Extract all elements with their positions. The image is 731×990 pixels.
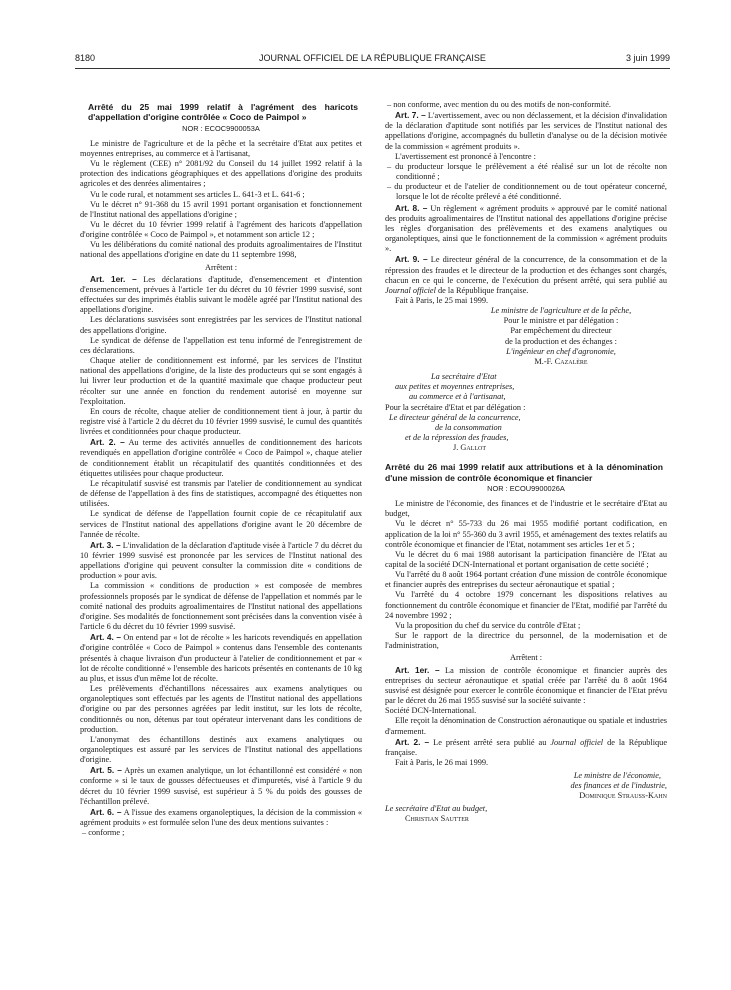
decree1-signature-1 (455, 306, 667, 367)
art8-label: Art. 8. – (395, 202, 428, 213)
d2-art2-label: Art. 2. – (395, 736, 430, 747)
d2-art1-label: Art. 1er. – (395, 664, 440, 675)
decree1-title: Arrêté du 25 mai 1999 relatif à l'agrément des haricots d'appellation d'origine contrôlée « Coco de Paimpol » (88, 102, 358, 123)
decree1-article-7 (385, 110, 667, 152)
art2-label: Art. 2. – (90, 437, 125, 448)
art6-text: A l'issue des examens organoleptiques, la décision de la commission « agrément produits » est formulée selon l'une des deux mentions suivantes : (80, 807, 362, 828)
art5-text: Après un examen analytique, un lot échantillonné est considéré « non conforme » si le taux de gousses défectueuses et d'impuretés, visé à l'article 9 du décret du 10 février 1999 susvisé, est supérieur à 5 % du poids des gousses de l'échantillon prélevé. (80, 766, 363, 806)
sig2-name: J. Gallot (453, 443, 487, 453)
sig1-line3: de la production et des échanges : (505, 336, 617, 346)
art9-journal: Journal officiel (385, 285, 436, 295)
art4-para-1: L'anonymat des échantillons destinés aux examens analytiques ou organoleptiques est assuré par les services de l'Institut national des appellations d'origine. (80, 734, 362, 765)
art2-para-0: Le récapitulatif susvisé est transmis par l'atelier de conditionnement au syndicat de défense de l'appellation à des fins de statistiques, accompagné des étiquettes non utilisées. (80, 478, 362, 509)
art7-text: L'avertissement, avec ou non déclassement, et la décision d'invalidation de la déclaration d'aptitude sont notifiés par les services de l'Institut national des appellations d'origine, accompagnés du bulletin d'analyse ou de la décision motivée de la commission « agrément produits ». (385, 111, 667, 151)
d2-sig2-role: Le secrétaire d'Etat au budget, (385, 803, 488, 813)
art1-para-2: Chaque atelier de conditionnement est informé, par les services de l'Institut national des appellations d'origine, de la liste des producteurs qui se sont engagés à lui livrer leur production et de la quantité maximale que chaque producteur peut récolter sur une année en fonction du rendement autorisé en moyenne sur l'exploitation. (80, 356, 362, 406)
decree1-article-3 (80, 540, 362, 582)
decree2-preamble-3: Vu l'arrêté du 8 août 1964 portant création d'une mission de contrôle économique et financier auprès des entreprises du secteur aéronautique et spatial ; (385, 570, 667, 590)
art1-label: Art. 1er. – (90, 273, 137, 284)
issue-date: 3 juin 1999 (625, 53, 670, 63)
art3-text: L'invalidation de la déclaration d'aptitude visée à l'article 7 du décret du 10 février 1999 susvisé est prononcée par les services de l'Institut national des appellations d'origine qui peuvent consulter la commission dite « conditions de production » pour avis. (80, 540, 363, 581)
decree1-signature-2 (385, 372, 667, 453)
art3-label: Art. 3. – (90, 539, 121, 550)
decree2-preamble-0: Le ministre de l'économie, des finances et de l'industrie et le secrétaire d'Etat au budget, (385, 499, 667, 519)
page-number: 8180 (75, 53, 96, 63)
decree1-article-4 (80, 632, 362, 684)
decree2-article-1 (385, 665, 667, 707)
decree2-preamble-2: Vu le décret du 6 mai 1988 autorisant la participation financière de l'Etat au capital de la société DCN-International et portant organisation de cette société ; (385, 549, 667, 569)
d2-sig2-name: Christian Sautter (405, 813, 469, 823)
d2-art2-text-b: de la République française. (385, 737, 668, 757)
art9-label: Art. 9. – (395, 254, 428, 265)
decree2-signature-2 (385, 804, 667, 824)
sig2-title-2: de la consommation (435, 422, 502, 432)
art9-text-b: de la République française. (438, 285, 529, 295)
art6-label: Art. 6. – (90, 806, 122, 817)
art8-text: Un règlement « agrément produits » approuvé par le comité national des produits agroalimentaires de l'Institut national des appellations d'origine précise les règles d'organisation des prélèvements et des examens analytiques ou organoleptiques, ainsi que le fonctionnement de la commission « agrément produits ». (385, 203, 667, 254)
art6-item-0: – conforme ; (82, 828, 125, 838)
decree1-article-6 (80, 807, 362, 828)
art1-para-0: Les déclarations susvisées sont enregistrées par les services de l'Institut national des appellations d'origine. (80, 315, 362, 335)
decree2-article-2 (385, 737, 667, 758)
sig2-role-1: La secrétaire d'Etat (431, 372, 497, 382)
decree1-article-8 (385, 203, 667, 255)
decree2-preamble-6: Sur le rapport de la directrice du personnel, de la modernisation et de l'administration, (385, 631, 667, 651)
decree1-preamble-5: Vu les délibérations du comité national des produits agroalimentaires de l'Institut national des appellations d'origine en date du 11 septembre 1998, (80, 240, 362, 260)
decree1-arretent: Arrêtent : (204, 262, 238, 272)
right-column (385, 100, 667, 824)
art7-intro: L'avertissement est prononcé à l'encontre : (395, 151, 536, 161)
sig2-title-1: Le directeur général de la concurrence, (389, 412, 521, 422)
decree2-arrete: Arrêtent : (509, 653, 543, 663)
decree2-signature-1 (385, 771, 667, 801)
left-column (80, 102, 362, 838)
d2-sig1-name: Dominique Strauss-Kahn (579, 791, 667, 801)
decree1-preamble-1: Vu le règlement (CEE) n° 2081/92 du Conseil du 14 juillet 1992 relatif à la protection des indications géographiques et des appellations d'origine des produits agricoles et des denrées alimentaires ; (80, 159, 362, 189)
sig2-line1: Pour la secrétaire d'Etat et par délégation : (385, 402, 526, 412)
decree2-preamble-4: Vu l'arrêté du 4 octobre 1979 concernant les dispositions relatives au fonctionnement du contrôle économique et financier de l'Etat, modifié par l'arrêté du 24 novembre 1992 ; (385, 590, 667, 620)
art1-text: Les déclarations d'aptitude, d'ensemencement et d'intention d'ensemencement, prévues à l'article 1er du décret du 10 février 1999 susvisé, sont effectuées sur des imprimés établis suivant le modèle agréé par l'Institut national des appellations d'origine. (80, 274, 362, 315)
decree1-preamble-4: Vu le décret du 10 février 1999 relatif à l'agrément des haricots d'appellation d'origine contrôlée « Coco de Paimpol », et notamment son article 12 ; (80, 220, 362, 240)
sig2-role-2: aux petites et moyennes entreprises, (395, 382, 515, 392)
sig1-line2: Par empêchement du directeur (510, 326, 612, 336)
decree2-done: Fait à Paris, le 26 mai 1999. (395, 757, 489, 767)
page-header (75, 53, 670, 69)
decree2-preamble-1: Vu le décret n° 55-733 du 26 mai 1955 modifié portant codification, en application de la loi n° 55-360 du 3 avril 1955, et aménagement des textes relatifs au contrôle économique et financier de l'Etat, notamment ses articles 1er et 5 ; (385, 519, 667, 549)
decree1-done: Fait à Paris, le 25 mai 1999. (395, 295, 489, 305)
d2-art2-text-a: Le présent arrêté sera publié au (433, 737, 547, 747)
decree1-nor: NOR : ECOC9900053A (182, 123, 260, 133)
sig1-line1: Pour le ministre et par délégation : (503, 316, 619, 326)
decree2-title: Arrêté du 26 mai 1999 relatif aux attributions et à la dénomination d'une mission de contrôle économique et financier (385, 462, 663, 483)
art7-item-1: – du producteur et de l'atelier de conditionnement ou de tout opérateur concerné, lorsque le lot de récolte prélevé a été conditionné. (387, 182, 667, 202)
art1-para-1: Le syndicat de défense de l'appellation est tenu informé de l'enregistrement de ces déclarations. (80, 335, 362, 355)
art2-text: Au terme des activités annuelles de conditionnement des haricots revendiqués en appellation d'origine contrôlée « Coco de Paimpol », chaque atelier de conditionnement établit un récapitulatif des quantités conditionnées et des étiquettes utilisées pour chaque producteur. (80, 438, 363, 478)
decree1-article-5 (80, 765, 362, 807)
art9-text-a: Le directeur général de la concurrence, de la consommation et de la répression des fraudes et le directeur de la production et des échanges sont chargés, chacun en ce qui le concerne, de l'exécution du présent arrêté, qui sera publié au (385, 255, 667, 285)
sig1-role: Le ministre de l'agriculture et de la pêche, (490, 306, 632, 316)
d2-art1-para-1: Elle reçoit la dénomination de Construction aéronautique ou spatiale et industries d'armement. (385, 716, 667, 736)
decree1-preamble-3: Vu le décret n° 91-368 du 15 avril 1991 portant organisation et fonctionnement de l'Institut national des appellations d'origine ; (80, 199, 362, 219)
decree2-nor: NOR : ECOU9900026A (487, 483, 565, 493)
sig2-title-3: et de la répression des fraudes, (405, 433, 509, 442)
d2-art1-text: La mission de contrôle économique et financier auprès des entreprises du secteur aéronautique et spatial créée par l'arrêté du 8 août 1964 susvisé est désignée pour exercer le contrôle économique et financier de l'Etat prévu par le décret du 26 mai 1955 susvisé sur la société suivante : (385, 665, 667, 706)
art4-para-0: Les prélèvements d'échantillons nécessaires aux examens analytiques ou organoleptiques sont effectués par les agents de l'Institut national des appellations d'origine ou par des personnes agréées par ledit institut, sur les lots de récolte, conditionnés ou non, détenus par tout opérateur intervenant dans les conditions de production. (80, 684, 362, 734)
art3-para-0: La commission « conditions de production » est composée de membres professionnels proposés par le syndicat de défense de l'appellation et nommés par le comité national des produits agroalimentaires de l'Institut national des appellations d'origine. Ses modalités de fonctionnement sont précisées dans la convention visée à l'article 6 du décret du 10 février 1999 susvisé. (80, 581, 362, 632)
d2-sig1-role-2: des finances et de l'industrie, (570, 781, 667, 791)
art6-item-1: – non conforme, avec mention du ou des motifs de non-conformité. (387, 100, 611, 109)
sig1-title: L'ingénieur en chef d'agronomie, (506, 346, 616, 356)
decree1-preamble-2: Vu le code rural, et notamment ses articles L. 641-3 et L. 641-6 ; (90, 189, 305, 199)
decree1-preamble-0: Le ministre de l'agriculture et de la pêche et la secrétaire d'Etat aux petites et moyennes entreprises, au commerce et à l'artisanat, (80, 138, 362, 158)
art7-item-0: – du producteur lorsque le prélèvement a été réalisé sur un lot de récolte non conditionné ; (387, 161, 667, 182)
header-rule (75, 68, 670, 69)
decree1-article-1 (80, 274, 362, 316)
d2-art1-para-0: Société DCN-International. (385, 706, 477, 716)
decree1-article-9 (385, 254, 667, 296)
decree2-preamble-5: Vu la proposition du chef du service du contrôle d'Etat ; (395, 620, 581, 630)
decree1-article-2 (80, 437, 362, 479)
art2-para-1: Le syndicat de défense de l'appellation fournit copie de ce récapitulatif aux services de l'Institut national des appellations d'origine avant le 20 décembre de l'année de récolte. (80, 509, 362, 539)
sig2-role-3: au commerce et à l'artisanat, (409, 392, 506, 402)
art4-label: Art. 4. – (90, 632, 121, 643)
sig1-name: M.-F. Cazalère (534, 356, 588, 366)
art1-para-3: En cours de récolte, chaque atelier de conditionnement tient à jour, à partir du registre visé à l'article 2 du décret du 10 février 1999 susvisé, le cumul des quantités livrées et conditionnées pour chaque producteur. (80, 406, 362, 437)
d2-art2-journal: Journal officiel (550, 737, 604, 747)
art4-text: On entend par « lot de récolte » les haricots revendiqués en appellation d'origine contrôlée « Coco de Paimpol » contenus dans l'ensemble des contenants présentés à chaque livraison d'un producteur à l'atelier de conditionnement et par « lot de récolte conditionné » l'ensemble des haricots présentés en contenants de 10 kg au plus, et issus d'un même lot de récolte. (80, 633, 362, 683)
art5-label: Art. 5. – (90, 765, 122, 776)
journal-title: JOURNAL OFFICIEL DE LA RÉPUBLIQUE FRANÇAISE (259, 53, 486, 63)
art7-label: Art. 7. – (395, 110, 426, 121)
d2-sig1-role-1: Le ministre de l'économie, (573, 771, 661, 781)
